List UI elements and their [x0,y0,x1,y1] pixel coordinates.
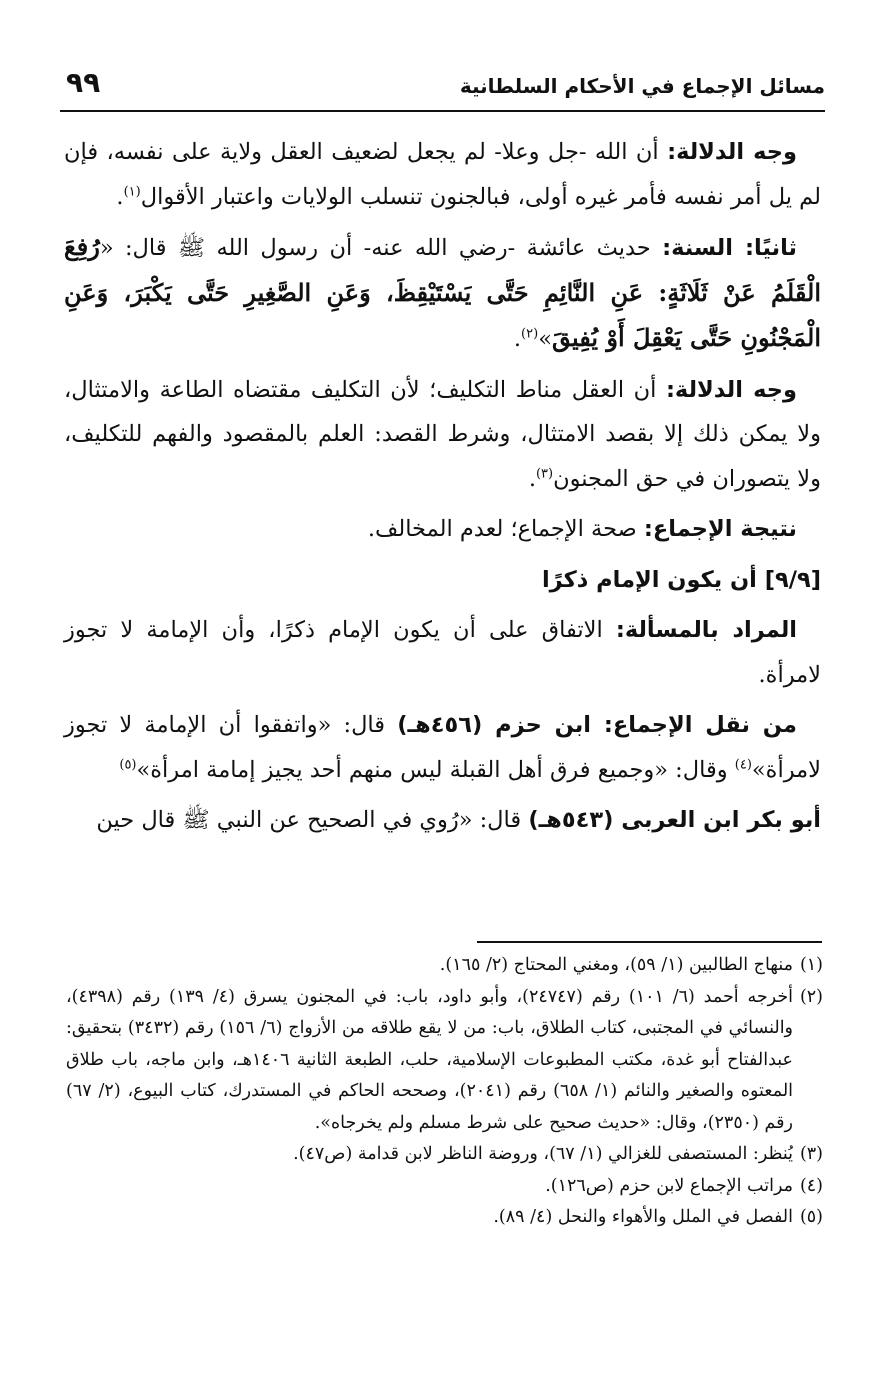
paragraph-label: وجه الدلالة: [667,139,798,165]
paragraph-text: الاتفاق على أن يكون الإمام ذكرًا، وأن الإمامة لا تجوز لامرأة. [64,617,821,688]
footnote-ref-5[interactable]: (٥) [119,757,137,772]
footnote-ref-2[interactable]: (٢) [521,326,539,342]
running-title: مسائل الإجماع في الأحكام السلطانية [459,74,825,98]
running-header [60,62,825,112]
hadith-text: رُفِعَ الْقَلَمُ عَنْ ثَلَاثَةٍ: عَنِ النَّائِمِ حَتَّى يَسْتَيْقِظَ، وَعَنِ الصَّغِيرِ حَتَّى يَكْبَرَ، وَعَنِ الْمَجْنُونِ حَتَّى يَعْقِلَ أَوْ يُفِيقَ [64,232,821,352]
paragraph-label: من نقل الإجماع: [603,712,797,738]
footnote [66,1171,823,1203]
footnote-number: (٢) [799,986,823,1007]
paragraph-label: وجه الدلالة: [665,376,797,403]
footnote [66,950,823,982]
main-text [64,130,821,849]
paragraph-label: ثانيًا: السنة: [662,235,797,261]
paragraph-sunnah: ثانيًا: السنة: حديث عائشة -رضي الله عنه- أن رسول الله ﷺ قال: «رُفِعَ الْقَلَمُ عَنْ ثَلَاثَةٍ: عَنِ النَّائِمِ حَتَّى يَسْتَيْقِظَ، وَعَنِ الصَّغِيرِ حَتَّى يَكْبَرَ، وَعَنِ الْمَجْنُونِ حَتَّى يَعْقِلَ أَوْ يُفِيقَ»$^{(٢)}$. [64,232,821,352]
footnote-text: أخرجه أحمد (٦/ ١٠١) رقم (٢٤٧٤٧)، وأبو داود، باب: في المجنون يسرق (٤/ ١٣٩) رقم (٤٣٩٨)، والنسائي في المجتبى، كتاب الطلاق، باب: من لا يقع طلاقه من الأزواج (٦/ ١٥٦) رقم (٣٤٣٢) بتحقيق: عبدالفتاح أبو غدة، مكتب المطبوعات الإسلامية، حلب، الطبعة الثانية ١٤٠٦هـ، وابن ماجه، باب طلاق المعتوه والصغير والنائم (١/ ٦٥٨) رقم (٢٠٤١)، وصححه الحاكم في المستدرك، كتاب البيوع، (٢/ ٦٧) رقم (٢٣٥٠)، وقال: «حديث صحيح على شرط مسلم ولم يخرجاه». [66,986,794,1133]
paragraph-text: أن العقل مناط التكليف؛ لأن التكليف مقتضاه الطاعة والامتثال، ولا يمكن ذلك إلا بقصد الامتثال، وشرط القصد: العلم بالمقصود والفهم للتكليف، ولا يتصوران في حق المجنون [64,376,821,492]
paragraph-text: أن الله -جل وعلا- لم يجعل لضعيف العقل ولاية على نفسه، فإن لم يل أمر نفسه فأمر غيره أولى، فبالجنون تنسلب الولايات واعتبار الأقوال [64,139,821,210]
footnote-ref-1[interactable]: (١) [123,184,141,199]
footnote-number: (٥) [799,1207,823,1227]
footnote-text: الفصل في الملل والأهواء والنحل (٤/ ٨٩). [493,1207,793,1227]
footnote [66,1202,823,1234]
paragraph-ibn-arabi [64,798,821,843]
scholar-name: ابن حزم (٤٥٦هـ) [397,712,604,738]
paragraph-text: قال: «رُوي في الصحيح عن النبي ﷺ قال حين [96,807,529,833]
paragraph-text: حديث عائشة -رضي الله عنه- أن رسول الله ﷺ قال: « [99,235,663,261]
section-heading: [٩/٩] أن يكون الإمام ذكرًا [541,566,821,593]
footnote-text: منهاج الطالبين (١/ ٥٩)، ومغني المحتاج (٢/ ١٦٥). [439,955,793,975]
footnote-text: يُنظر: المستصفى للغزالي (١/ ٦٧)، وروضة الناظر لابن قدامة (ص٤٧). [293,1144,793,1164]
footnote-separator [477,941,822,943]
paragraph-text: وقال: «وجميع فرق أهل القبلة ليس منهم أحد يجيز إمامة امرأة» [136,756,735,783]
paragraph-text: صحة الإجماع؛ لعدم المخالف. [367,516,644,542]
footnote-number: (٤) [799,1175,823,1196]
paragraph-transmitters [64,703,821,792]
footnote-number: (١) [799,955,823,975]
paragraph-consensus-result [64,507,821,552]
page-number: ٩٩ [66,66,101,99]
paragraph-text: قال: «واتفقوا أن الإمامة لا تجوز لامرأة» [64,712,821,783]
footnotes [66,950,823,1234]
footnote-number: (٣) [799,1144,823,1164]
footnote [66,982,823,1140]
scholar-name: أبو بكر ابن العربى (٥٤٣هـ) [528,807,821,833]
footnote-ref-4[interactable]: (٤) [734,757,752,772]
footnote-ref-3[interactable]: (٣) [535,466,554,481]
paragraph-evidence-2: وجه الدلالة: أن العقل مناط التكليف؛ لأن التكليف مقتضاه الطاعة والامتثال، ولا يمكن ذلك إلا بقصد الامتثال، وشرط القصد: العلم بالمقصود والفهم للتكليف، ولا يتصوران في حق المجنون$^{(٣)}$. [64,376,821,492]
paragraph-label: نتيجة الإجماع: [643,516,797,542]
footnote [66,1139,823,1171]
footnote-text: مراتب الإجماع لابن حزم (ص١٢٦). [545,1175,793,1196]
paragraph-meaning [64,608,821,697]
paragraph-evidence-1: وجه الدلالة: أن الله -جل وعلا- لم يجعل لضعيف العقل ولاية على نفسه، فإن لم يل أمر نفسه فأمر غيره أولى، فبالجنون تنسلب الولايات واعتبار الأقوال$^{(١)}$. [64,139,821,210]
paragraph-label: المراد بالمسألة: [615,617,798,643]
